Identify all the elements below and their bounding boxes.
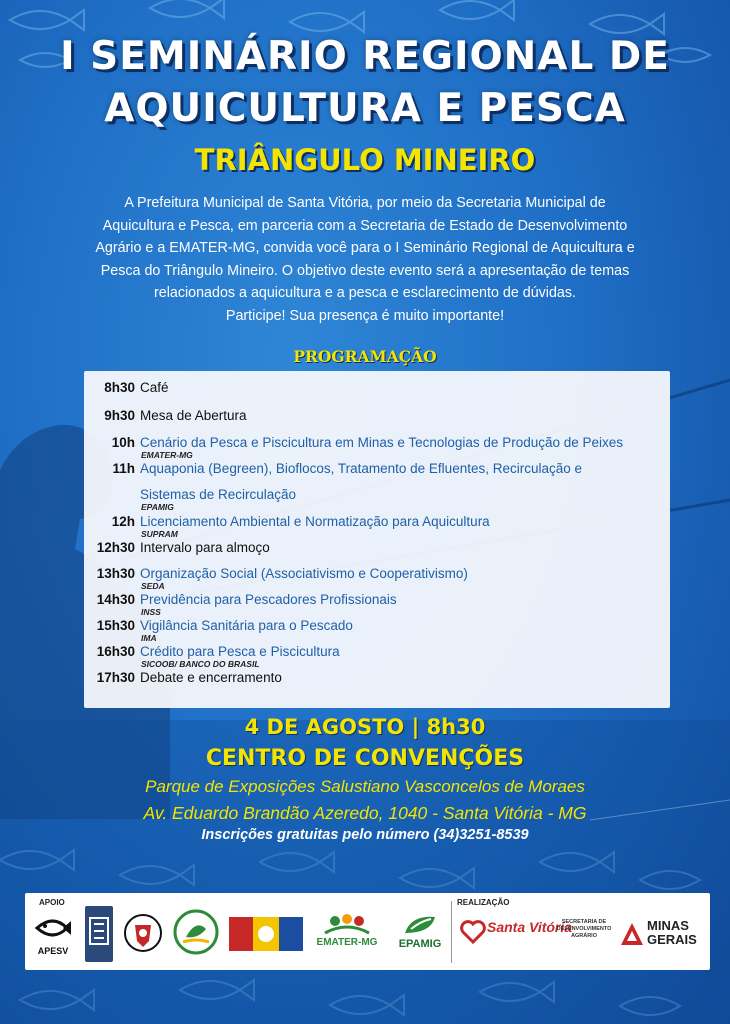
secretaria-logo xyxy=(555,919,613,951)
program-organization: EMATER-MG xyxy=(141,450,193,460)
intro-line: relacionados a aquicultura e a pesca e esclarecimento de dúvidas. xyxy=(153,285,577,301)
event-venue: CENTRO DE CONVENÇÕES xyxy=(205,746,525,771)
agricultura-logo xyxy=(173,909,219,955)
title-line-2: AQUICULTURA E PESCA xyxy=(104,86,626,131)
program-organization: INSS xyxy=(141,607,161,617)
intro-paragraph xyxy=(60,192,670,327)
apesv-logo xyxy=(33,908,73,964)
program-organization: IMA xyxy=(141,633,157,643)
intro-line: Aquicultura e Pesca, em parceria com a Secretaria de Estado de Desenvolvimento xyxy=(102,217,628,234)
program-organization: SEDA xyxy=(141,581,165,591)
epamig-name: EPAMIG xyxy=(398,938,442,950)
intro-line: Agrário e a EMATER-MG, convida você para o I Seminário Regional de Aquicultura e xyxy=(95,240,635,256)
title-line-1: I SEMINÁRIO REGIONAL DE xyxy=(60,34,670,79)
intro-line: Pesca do Triângulo Mineiro. O objetivo deste evento será a apresentação de temas xyxy=(100,262,630,279)
apesv-fish-icon xyxy=(33,908,73,948)
apesv-name: APESV xyxy=(37,946,69,956)
bombeiros-logo xyxy=(123,909,163,959)
intro-line: A Prefeitura Municipal de Santa Vitória, por meio da Secretaria Municipal de xyxy=(124,195,606,211)
event-registration: Inscrições gratuitas pelo número (34)3251-8539 xyxy=(201,827,529,843)
apoio-label: APOIO xyxy=(39,898,65,907)
intro-line: Participe! Sua presença é muito importante! xyxy=(225,307,505,324)
realizacao-label: REALIZAÇÃO xyxy=(457,898,510,907)
subtitle: TRIÂNGULO MINEIRO xyxy=(194,143,536,177)
minas-gerais-line1: MINAS xyxy=(647,918,689,933)
program-panel xyxy=(84,371,670,708)
program-time: 14h30 xyxy=(96,592,135,607)
program-activity: Organização Social (Associativismo e Cooperativismo) xyxy=(140,566,468,581)
event-park: Parque de Exposições Salustiano Vasconcelos de Moraes xyxy=(145,777,585,796)
program-activity: Vigilância Sanitária para o Pescado xyxy=(140,618,353,633)
footer-divider xyxy=(451,901,452,963)
heart-icon xyxy=(459,917,487,945)
emater-name: EMATER-MG xyxy=(316,937,378,948)
program-activity: Crédito para Pesca e Piscicultura xyxy=(140,644,340,659)
program-time: 9h30 xyxy=(104,408,135,423)
secretaria-name: SECRETARIA DE DESENVOLVIMENTO AGRÁRIO xyxy=(556,919,612,939)
minas-gerais-line2: GERAIS xyxy=(647,932,697,947)
program-heading: PROGRAMAÇÃO xyxy=(293,347,437,366)
program-activity: Mesa de Abertura xyxy=(140,408,247,423)
sindicato-emblem-icon xyxy=(85,906,113,962)
program-time: 10h xyxy=(111,435,135,450)
epamig-leaf-icon xyxy=(391,913,449,937)
santa-vitoria-logo xyxy=(459,911,573,961)
emater-people-icon xyxy=(311,913,383,935)
program-organization: SUPRAM xyxy=(141,529,178,539)
program-time: 17h30 xyxy=(96,670,135,685)
program-activity: Intervalo para almoço xyxy=(140,540,270,555)
program-time: 12h30 xyxy=(96,540,135,555)
epamig-logo xyxy=(391,913,449,955)
program-time: 13h30 xyxy=(96,566,135,581)
emater-logo xyxy=(311,913,383,953)
program-time: 15h30 xyxy=(96,618,135,633)
program-activity: Debate e encerramento xyxy=(140,670,282,685)
triangle-icon xyxy=(619,921,645,947)
program-activity: Cenário da Pesca e Piscicultura em Minas e Tecnologias de Produção de Peixes xyxy=(140,435,624,450)
program-time: 16h30 xyxy=(96,644,135,659)
leaf-circle-icon xyxy=(173,909,219,955)
program-time: 8h30 xyxy=(104,380,135,395)
program-activity: Aquaponia (Begreen), Bioflocos, Tratamento de Efluentes, Recirculação e xyxy=(140,461,583,476)
shield-badge-icon xyxy=(123,909,163,959)
program-organization: EPAMIG xyxy=(141,502,174,512)
program-activity: Previdência para Pescadores Profissionais xyxy=(140,592,397,607)
program-time: 12h xyxy=(111,514,135,529)
program-activity: Licenciamento Ambiental e Normatização para Aquicultura xyxy=(140,514,490,529)
event-address: Av. Eduardo Brandão Azeredo, 1040 - Santa Vitória - MG xyxy=(143,803,587,823)
event-date: 4 DE AGOSTO | 8h30 xyxy=(244,715,486,739)
program-organization: SICOOB/ BANCO DO BRASIL xyxy=(141,659,260,669)
program-activity-continued: Sistemas de Recirculação xyxy=(140,487,297,502)
flag-icon xyxy=(229,917,303,951)
sponsors-footer xyxy=(25,893,710,970)
municipal-flag-logo xyxy=(229,917,303,951)
program-activity: Café xyxy=(140,380,169,395)
minas-gerais-logo xyxy=(619,915,705,955)
santa-vitoria-name: Santa Vitória xyxy=(487,919,573,935)
sindicato-logo xyxy=(85,906,113,962)
program-time: 11h xyxy=(112,461,135,476)
